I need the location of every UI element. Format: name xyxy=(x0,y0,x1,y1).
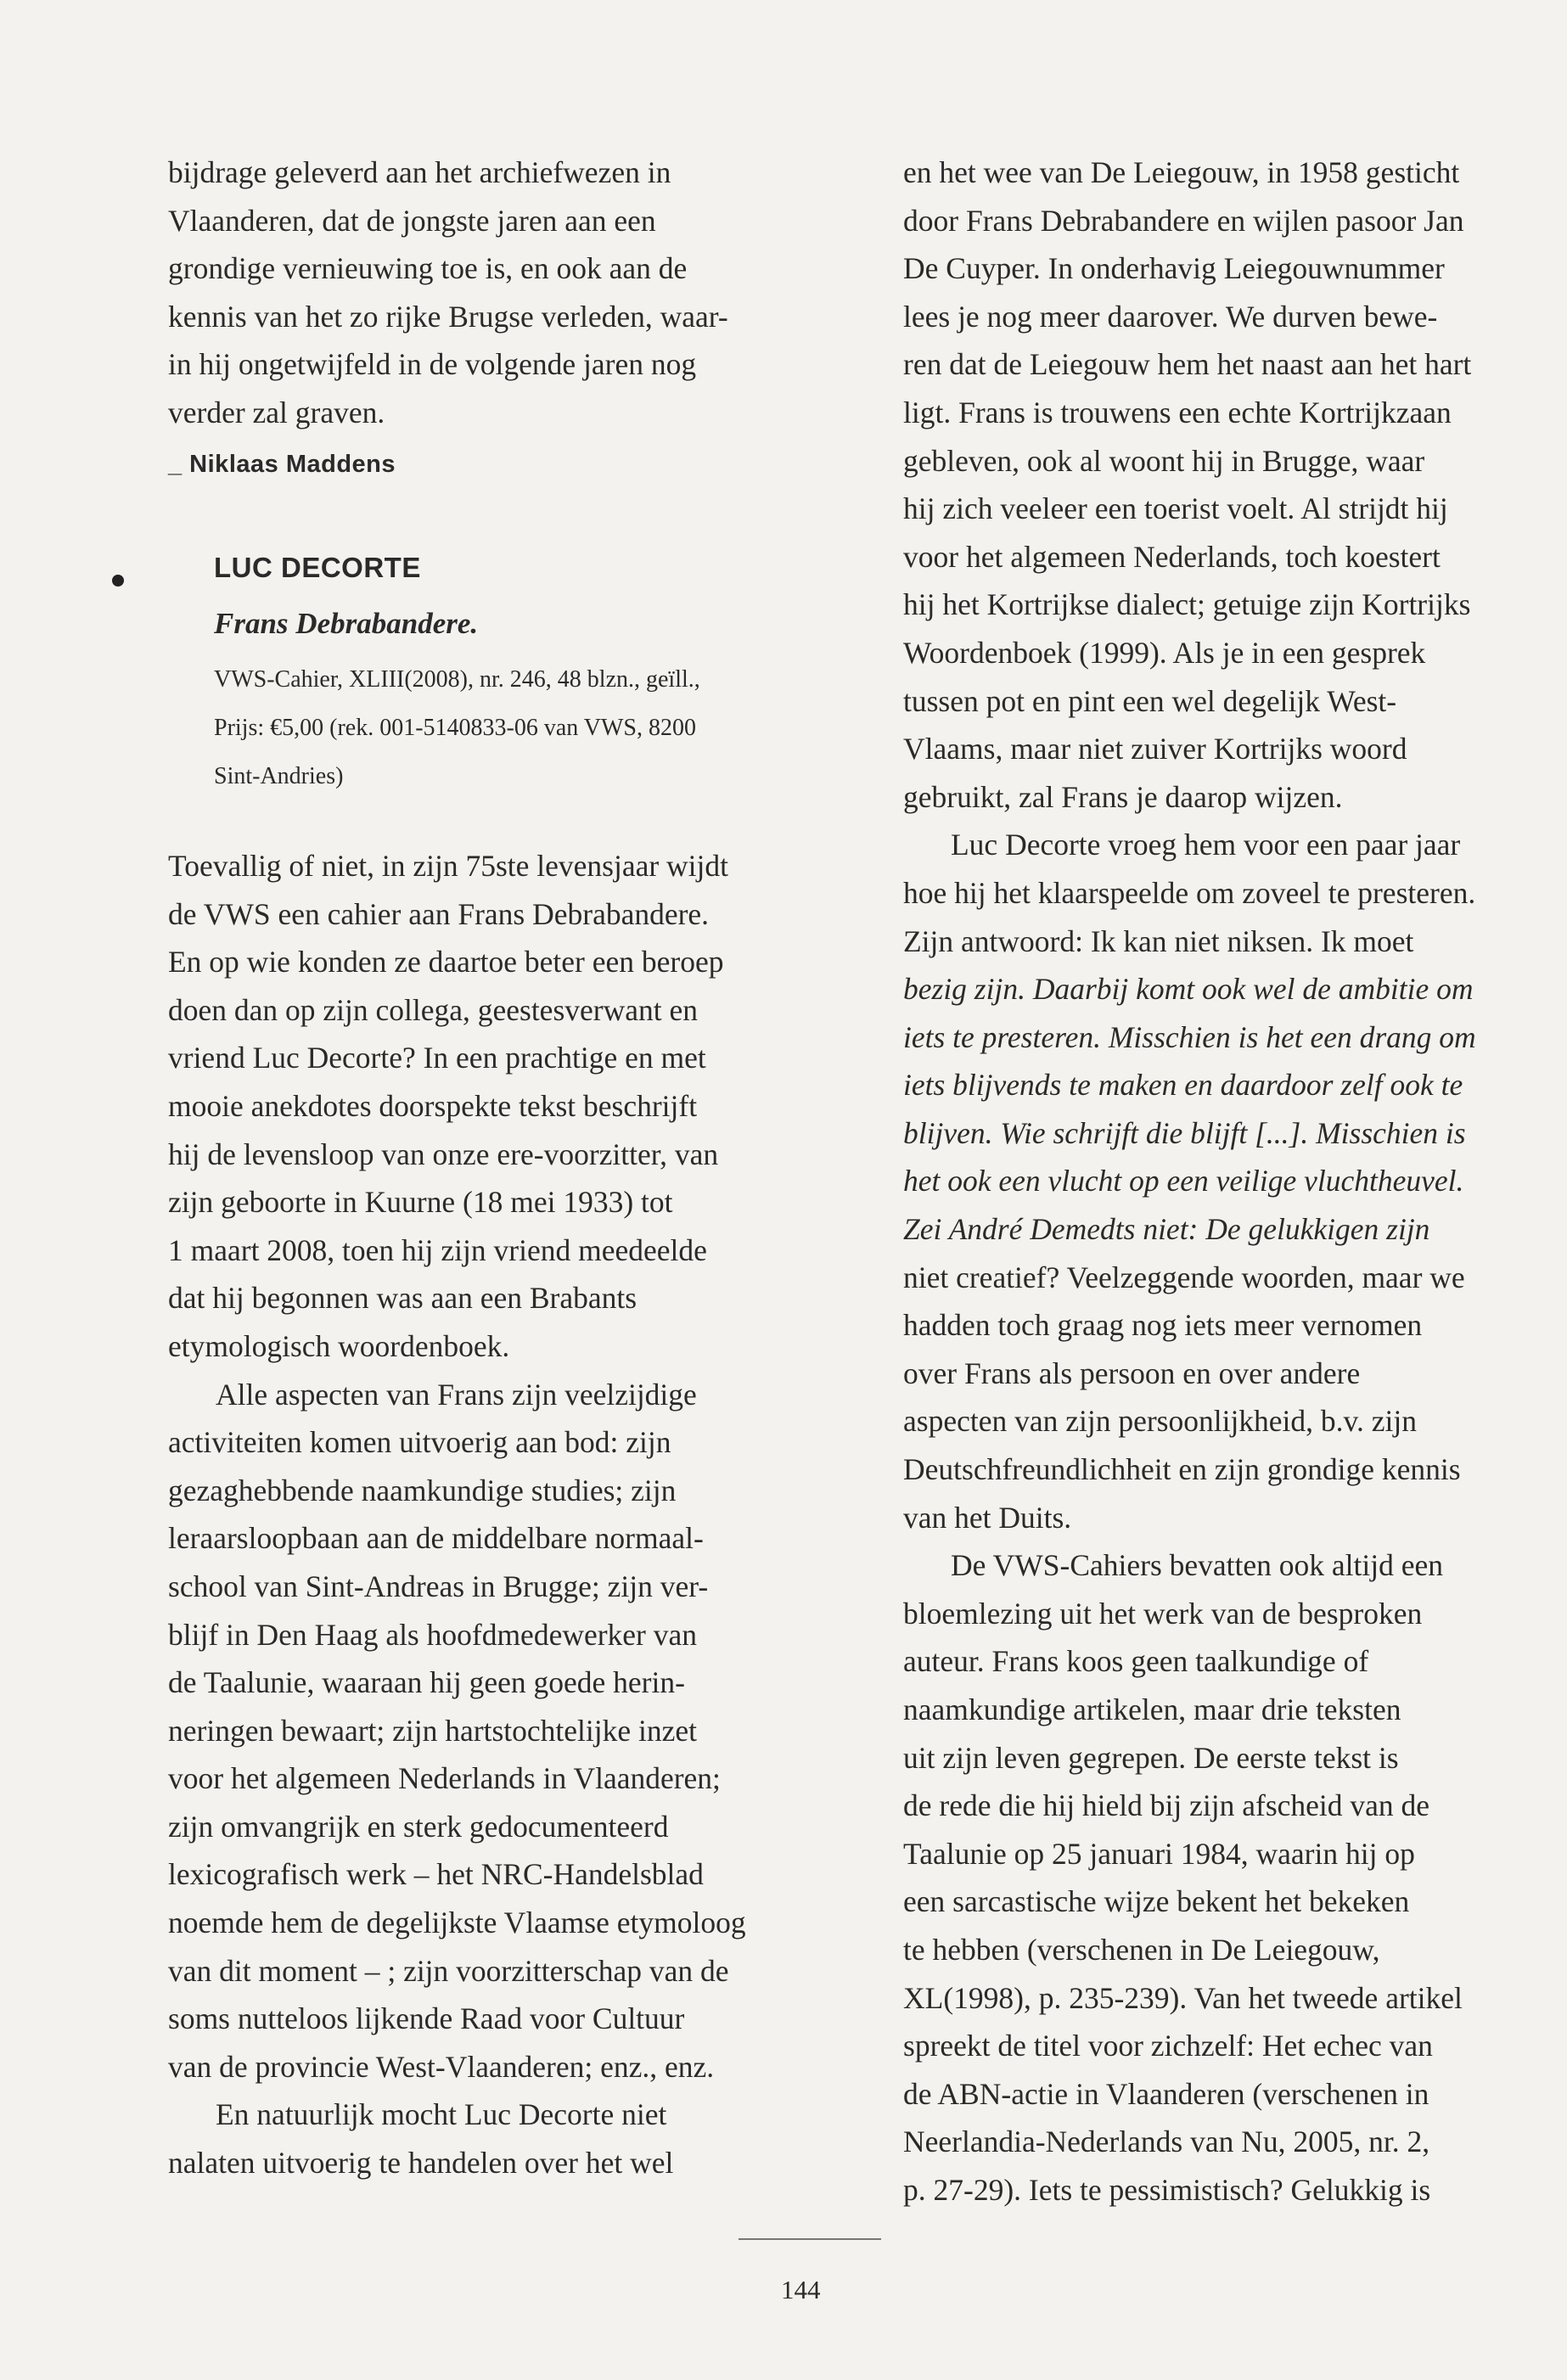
text-line: de Taalunie, waaraan hij geen goede herin- xyxy=(168,1665,685,1700)
text-line: lees je nog meer daarover. We durven bewe- xyxy=(903,299,1438,334)
text-line: van de provincie West-Vlaanderen; enz., enz. xyxy=(168,2049,715,2084)
text-line: iets blijvends te maken en daardoor zelf ook te xyxy=(903,1068,1463,1103)
text-line: iets te presteren. Misschien is het een drang om xyxy=(903,1019,1476,1054)
text-line: doen dan op zijn collega, geestesverwant en xyxy=(168,992,698,1027)
text-line: Neerlandia-Nederlands van Nu, 2005, nr. 2, xyxy=(903,2125,1430,2159)
biblio-line: Prijs: €5,00 (rek. 001-5140833-06 van VWS, 8200 xyxy=(214,715,696,741)
text-line: zijn omvangrijk en sterk gedocumenteerd xyxy=(168,1809,669,1844)
text-line: school van Sint-Andreas in Brugge; zijn ver- xyxy=(168,1569,709,1603)
text-line: bezig zijn. Daarbij komt ook wel de ambitie om xyxy=(903,972,1474,1007)
review-book-title: Frans Debrabandere. xyxy=(214,607,479,640)
text-line: de ABN-actie in Vlaanderen (verschenen in xyxy=(903,2076,1429,2111)
text-line: tussen pot en pint een wel degelijk West- xyxy=(903,683,1397,718)
text-line: het ook een vlucht op een veilige vluchtheuvel. xyxy=(903,1164,1464,1198)
text-line: ren dat de Leiegouw hem het naast aan het hart xyxy=(903,347,1472,382)
text-line: bloemlezing uit het werk van de besproken xyxy=(903,1596,1423,1631)
text-line: gebleven, ook al woont hij in Brugge, waar xyxy=(903,443,1425,478)
text-line: Deutschfreundlichheit en zijn grondige kennis xyxy=(903,1452,1461,1487)
text-line: blijven. Wie schrijft die blijft [...]. Misschien is xyxy=(903,1115,1466,1150)
text-line: gezaghebbende naamkundige studies; zijn xyxy=(168,1473,677,1507)
text-line: Taalunie op 25 januari 1984, waarin hij op xyxy=(903,1836,1415,1871)
text-line: dat hij begonnen was aan een Brabants xyxy=(168,1281,637,1316)
text-line: En op wie konden ze daartoe beter een beroep xyxy=(168,945,724,980)
text-line: soms nutteloos lijkende Raad voor Cultuur xyxy=(168,2001,685,2036)
text-line: hij de levensloop van onze ere-voorzitter, van xyxy=(168,1137,719,1171)
text-line: spreekt de titel voor zichzelf: Het echec van xyxy=(903,2029,1433,2063)
text-line: verder zal graven. xyxy=(168,395,385,429)
text-line: te hebben (verschenen in De Leiegouw, xyxy=(903,1932,1380,1967)
text-line: En natuurlijk mocht Luc Decorte niet xyxy=(216,2097,667,2132)
paragraph-3 xyxy=(168,2091,798,2186)
text-line: De VWS-Cahiers bevatten ook altijd een xyxy=(951,1548,1443,1583)
biblio-line: Sint-Andries) xyxy=(214,763,344,789)
right-column xyxy=(903,149,1567,2214)
left-body xyxy=(168,842,798,2187)
text-line: De Cuyper. In onderhavig Leiegouwnummer xyxy=(903,251,1445,286)
text-line: activiteiten komen uitvoerig aan bod: zijn xyxy=(168,1425,671,1460)
text-line: p. 27-29). Iets te pessimistisch? Gelukkig is xyxy=(903,2172,1431,2207)
text-line: bijdrage geleverd aan het archiefwezen in xyxy=(168,155,671,189)
paragraph-2 xyxy=(168,1371,798,2091)
text-line: kennis van het zo rijke Brugse verleden, waar- xyxy=(168,299,728,334)
text-line: uit zijn leven gegrepen. De eerste tekst is xyxy=(903,1740,1399,1775)
text-line: Zei André Demedts niet: De gelukkigen zijn xyxy=(903,1212,1430,1247)
text-line: grondige vernieuwing toe is, en ook aan de xyxy=(168,251,688,286)
text-line: nalaten uitvoerig te handelen over het wel xyxy=(168,2146,674,2181)
text-line: 1 maart 2008, toen hij zijn vriend meedeelde xyxy=(168,1232,707,1267)
text-line: Zijn antwoord: Ik kan niet niksen. Ik moet xyxy=(903,923,1414,958)
text-line: in hij ongetwijfeld in de volgende jaren nog xyxy=(168,347,697,382)
paragraph-right-2 xyxy=(903,821,1567,1541)
text-line: hij zich veeleer een toerist voelt. Al strijdt hij xyxy=(903,491,1448,526)
text-line: de VWS een cahier aan Frans Debrabandere. xyxy=(168,896,710,931)
reviewer-signature: _ Niklaas Maddens xyxy=(168,450,396,478)
text-line: gebruikt, zal Frans je daarop wijzen. xyxy=(903,779,1343,814)
text-line: Toevallig of niet, in zijn 75ste levensjaar wijdt xyxy=(168,849,729,883)
text-line: leraarsloopbaan aan de middelbare normaal- xyxy=(168,1521,704,1556)
text-line: en het wee van De Leiegouw, in 1958 gesticht xyxy=(903,155,1460,189)
review-bibliography xyxy=(214,655,825,800)
text-line: XL(1998), p. 235-239). Van het tweede artikel xyxy=(903,1980,1463,2015)
text-line: blijf in Den Haag als hoofdmedewerker van xyxy=(168,1617,698,1652)
text-line: Vlaams, maar niet zuiver Kortrijks woord xyxy=(903,732,1407,766)
text-line: Woordenboek (1999). Als je in een gesprek xyxy=(903,635,1426,670)
text-line: ligt. Frans is trouwens een echte Kortrijkzaan xyxy=(903,395,1452,429)
text-line: hij het Kortrijkse dialect; getuige zijn Kortrijks xyxy=(903,587,1471,622)
text-line: Luc Decorte vroeg hem voor een paar jaar xyxy=(951,828,1461,862)
paragraph-right-3 xyxy=(903,1541,1567,2214)
text-line: voor het algemeen Nederlands, toch koestert xyxy=(903,539,1441,574)
text-line: vriend Luc Decorte? In een prachtige en met xyxy=(168,1041,706,1075)
left-top-paragraph xyxy=(168,149,798,486)
paragraph-1 xyxy=(168,842,798,1371)
review-author: LUC DECORTE xyxy=(214,552,421,583)
text-line: lexicografisch werk – het NRC-Handelsblad xyxy=(168,1857,704,1892)
text-line: Alle aspecten van Frans zijn veelzijdige xyxy=(216,1377,697,1412)
text-line: van dit moment – ; zijn voorzitterschap van de xyxy=(168,1953,729,1988)
text-line: door Frans Debrabandere en wijlen pasoor Jan xyxy=(903,203,1464,238)
text-line: noemde hem de degelijkste Vlaamse etymoloog xyxy=(168,1906,746,1940)
text-line: hoe hij het klaarspeelde om zoveel te presteren. xyxy=(903,875,1476,910)
text-line: aspecten van zijn persoonlijkheid, b.v. zijn xyxy=(903,1404,1417,1439)
footer-rule xyxy=(739,2238,881,2240)
page-number: 144 xyxy=(781,2275,821,2304)
text-line: over Frans als persoon en over andere xyxy=(903,1356,1361,1390)
bullet-icon xyxy=(112,575,124,587)
text-line: etymologisch woordenboek. xyxy=(168,1328,510,1363)
text-line: de rede die hij hield bij zijn afscheid van de xyxy=(903,1788,1430,1823)
text-line: zijn geboorte in Kuurne (18 mei 1933) tot xyxy=(168,1185,673,1220)
text-line: Vlaanderen, dat de jongste jaren aan een xyxy=(168,203,656,238)
text-line: mooie anekdotes doorspekte tekst beschrijft xyxy=(168,1088,698,1123)
text-line: naamkundige artikelen, maar drie teksten xyxy=(903,1692,1401,1726)
text-line: voor het algemeen Nederlands in Vlaanderen; xyxy=(168,1761,721,1796)
text-line: auteur. Frans koos geen taalkundige of xyxy=(903,1644,1369,1679)
text-line: hadden toch graag nog iets meer vernomen xyxy=(903,1308,1423,1343)
biblio-line: VWS-Cahier, XLIII(2008), nr. 246, 48 blzn., geïll., xyxy=(214,666,700,693)
paragraph-right-1 xyxy=(903,149,1567,821)
text-line: van het Duits. xyxy=(903,1500,1072,1535)
text-line: neringen bewaart; zijn hartstochtelijke inzet xyxy=(168,1713,697,1748)
text-line: niet creatief? Veelzeggende woorden, maar we xyxy=(903,1260,1465,1294)
text-line: een sarcastische wijze bekent het bekeken xyxy=(903,1884,1410,1919)
